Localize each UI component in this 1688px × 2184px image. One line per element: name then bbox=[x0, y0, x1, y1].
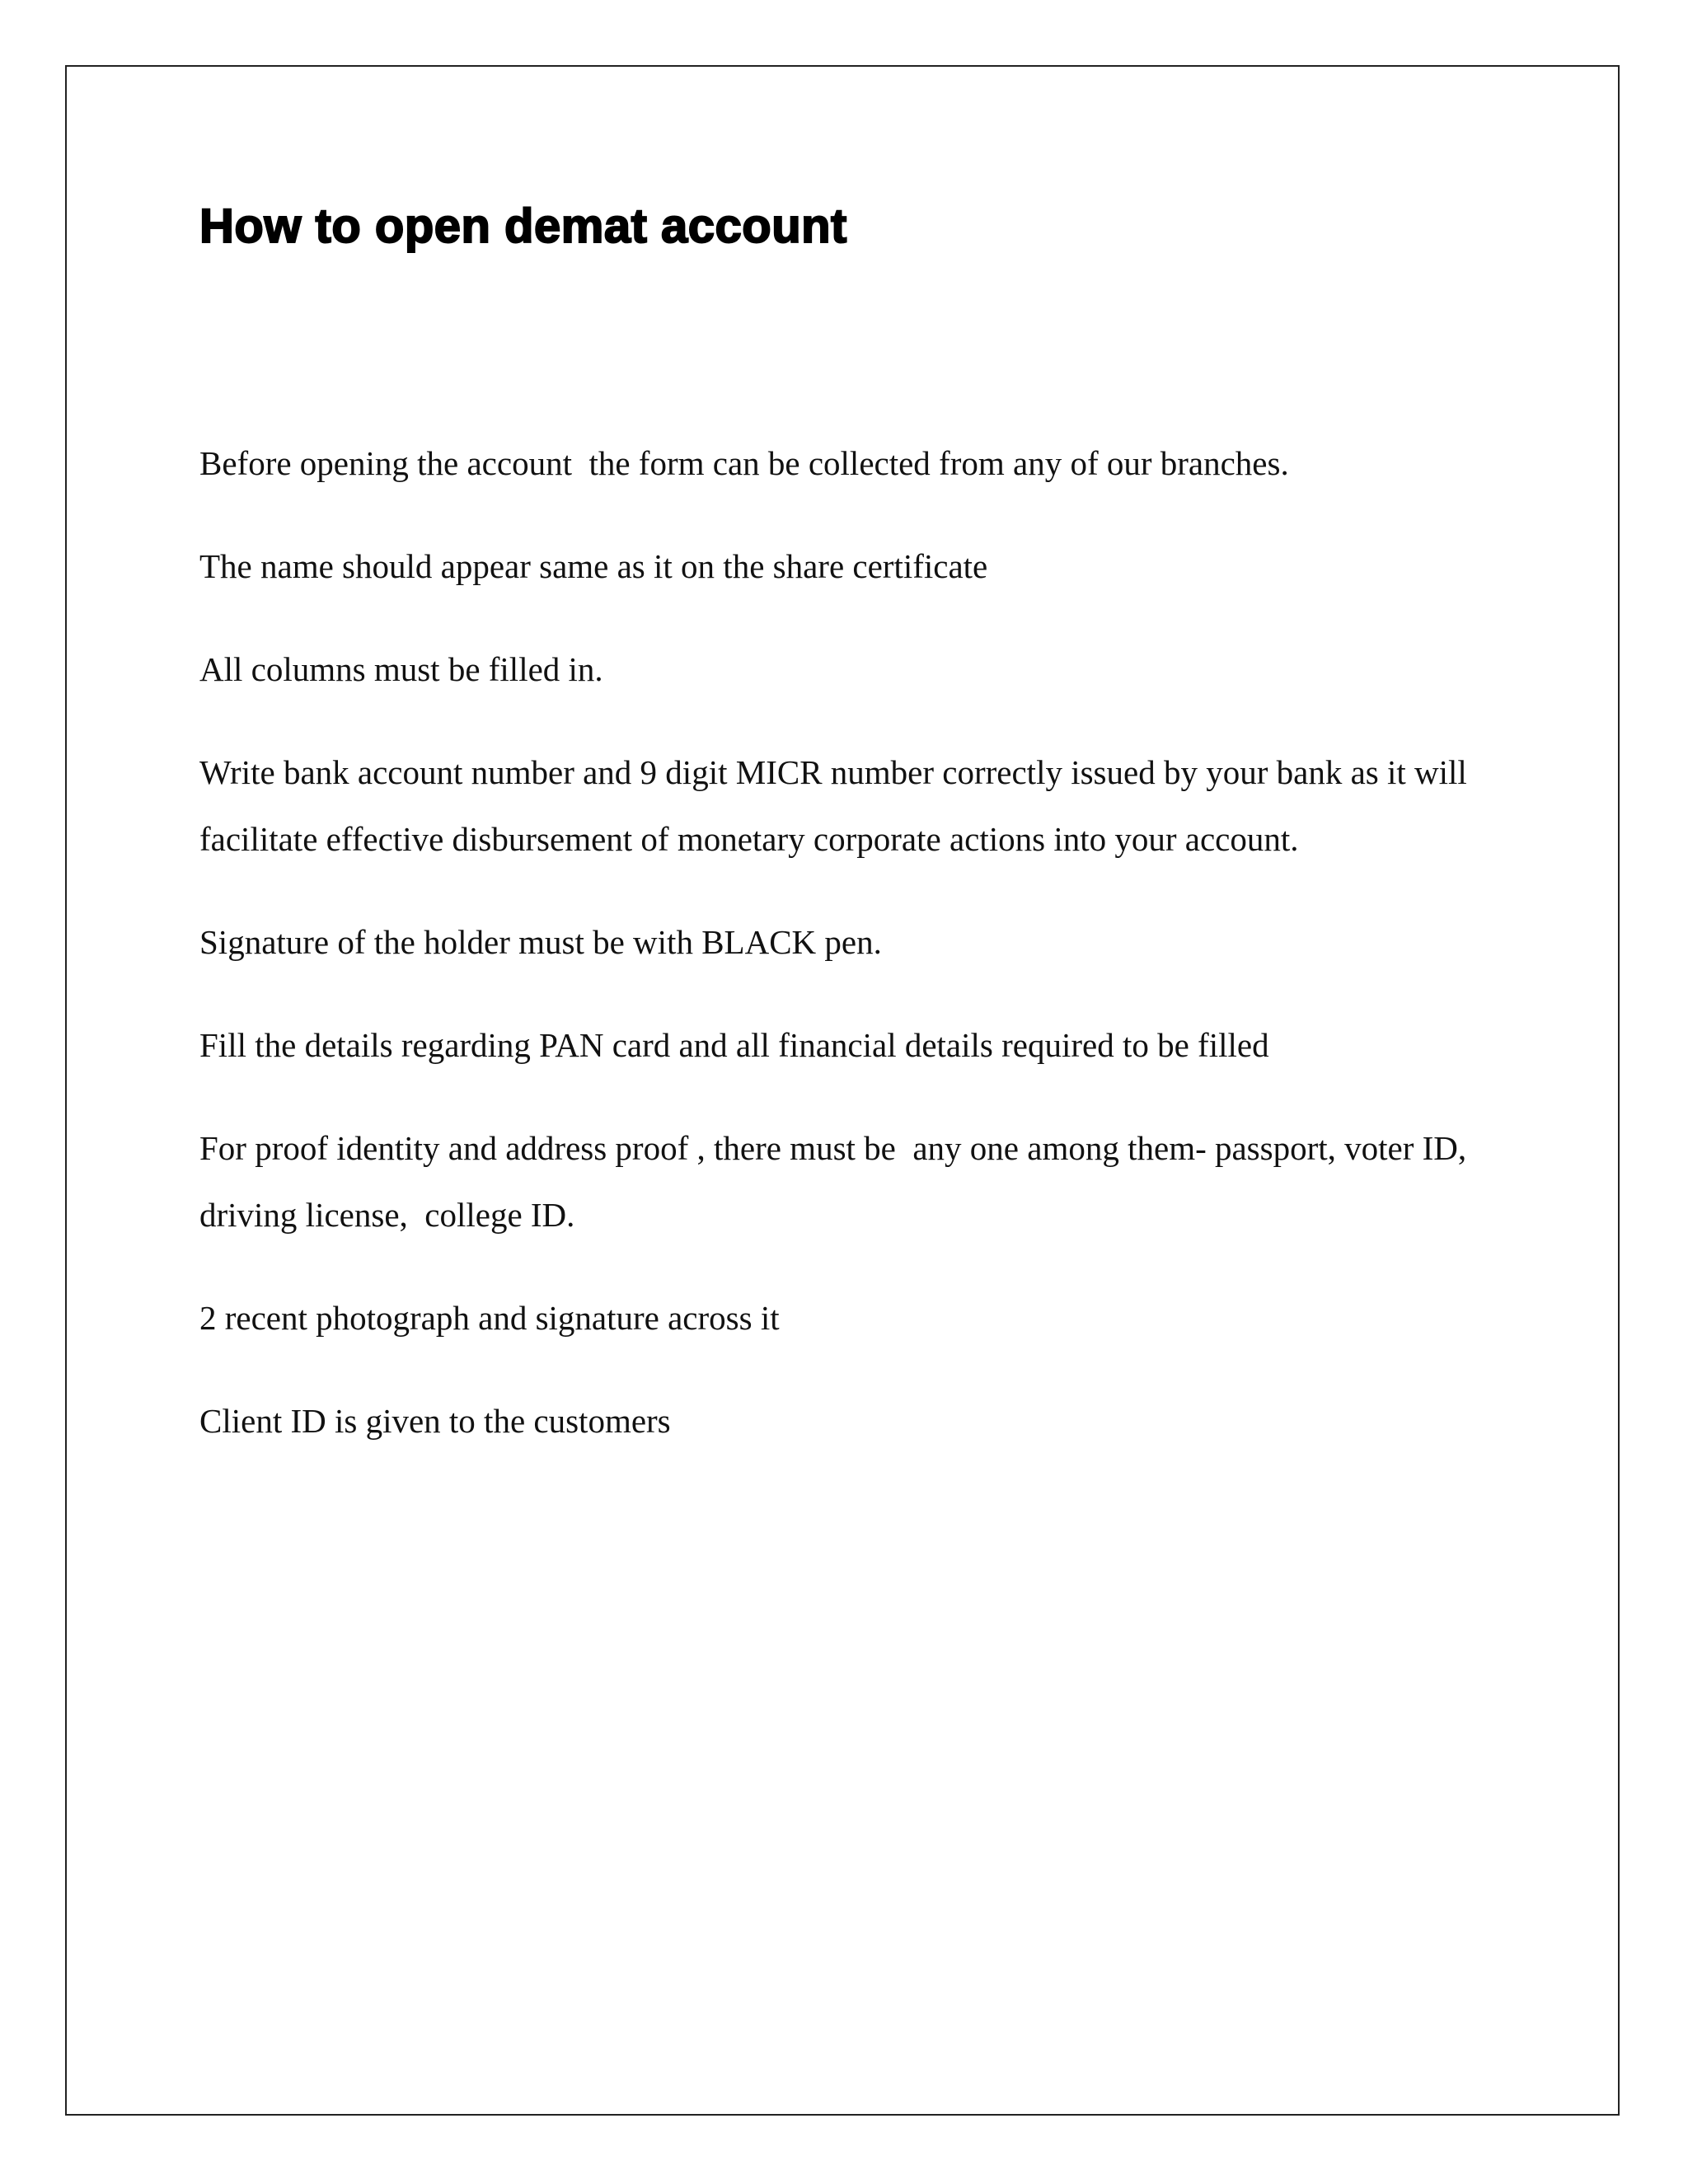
paragraph-photographs: 2 recent photograph and signature across it bbox=[199, 1299, 780, 1337]
page-title: How to open demat account bbox=[199, 199, 847, 253]
paragraph-client-id: Client ID is given to the customers bbox=[199, 1402, 671, 1440]
document-body bbox=[199, 430, 1485, 1491]
paragraph-columns-filled: All columns must be filled in. bbox=[199, 650, 603, 688]
paragraph-pan-details: Fill the details regarding PAN card and all financial details required to be filled bbox=[199, 1026, 1269, 1064]
paragraph-signature-pen: Signature of the holder must be with BLACK pen. bbox=[199, 923, 882, 961]
paragraph-bank-micr: Write bank account number and 9 digit MICR number correctly issued by your bank as it will facilitate effective disbursement of monetary corporate actions into your account. bbox=[199, 753, 1476, 858]
paragraph-form-collection: Before opening the account the form can be collected from any of our branches. bbox=[199, 444, 1289, 482]
paragraph-name-match: The name should appear same as it on the share certificate bbox=[199, 547, 988, 585]
paragraph-identity-proof: For proof identity and address proof , there must be any one among them- passport, voter ID, driving license, college ID. bbox=[199, 1129, 1484, 1234]
